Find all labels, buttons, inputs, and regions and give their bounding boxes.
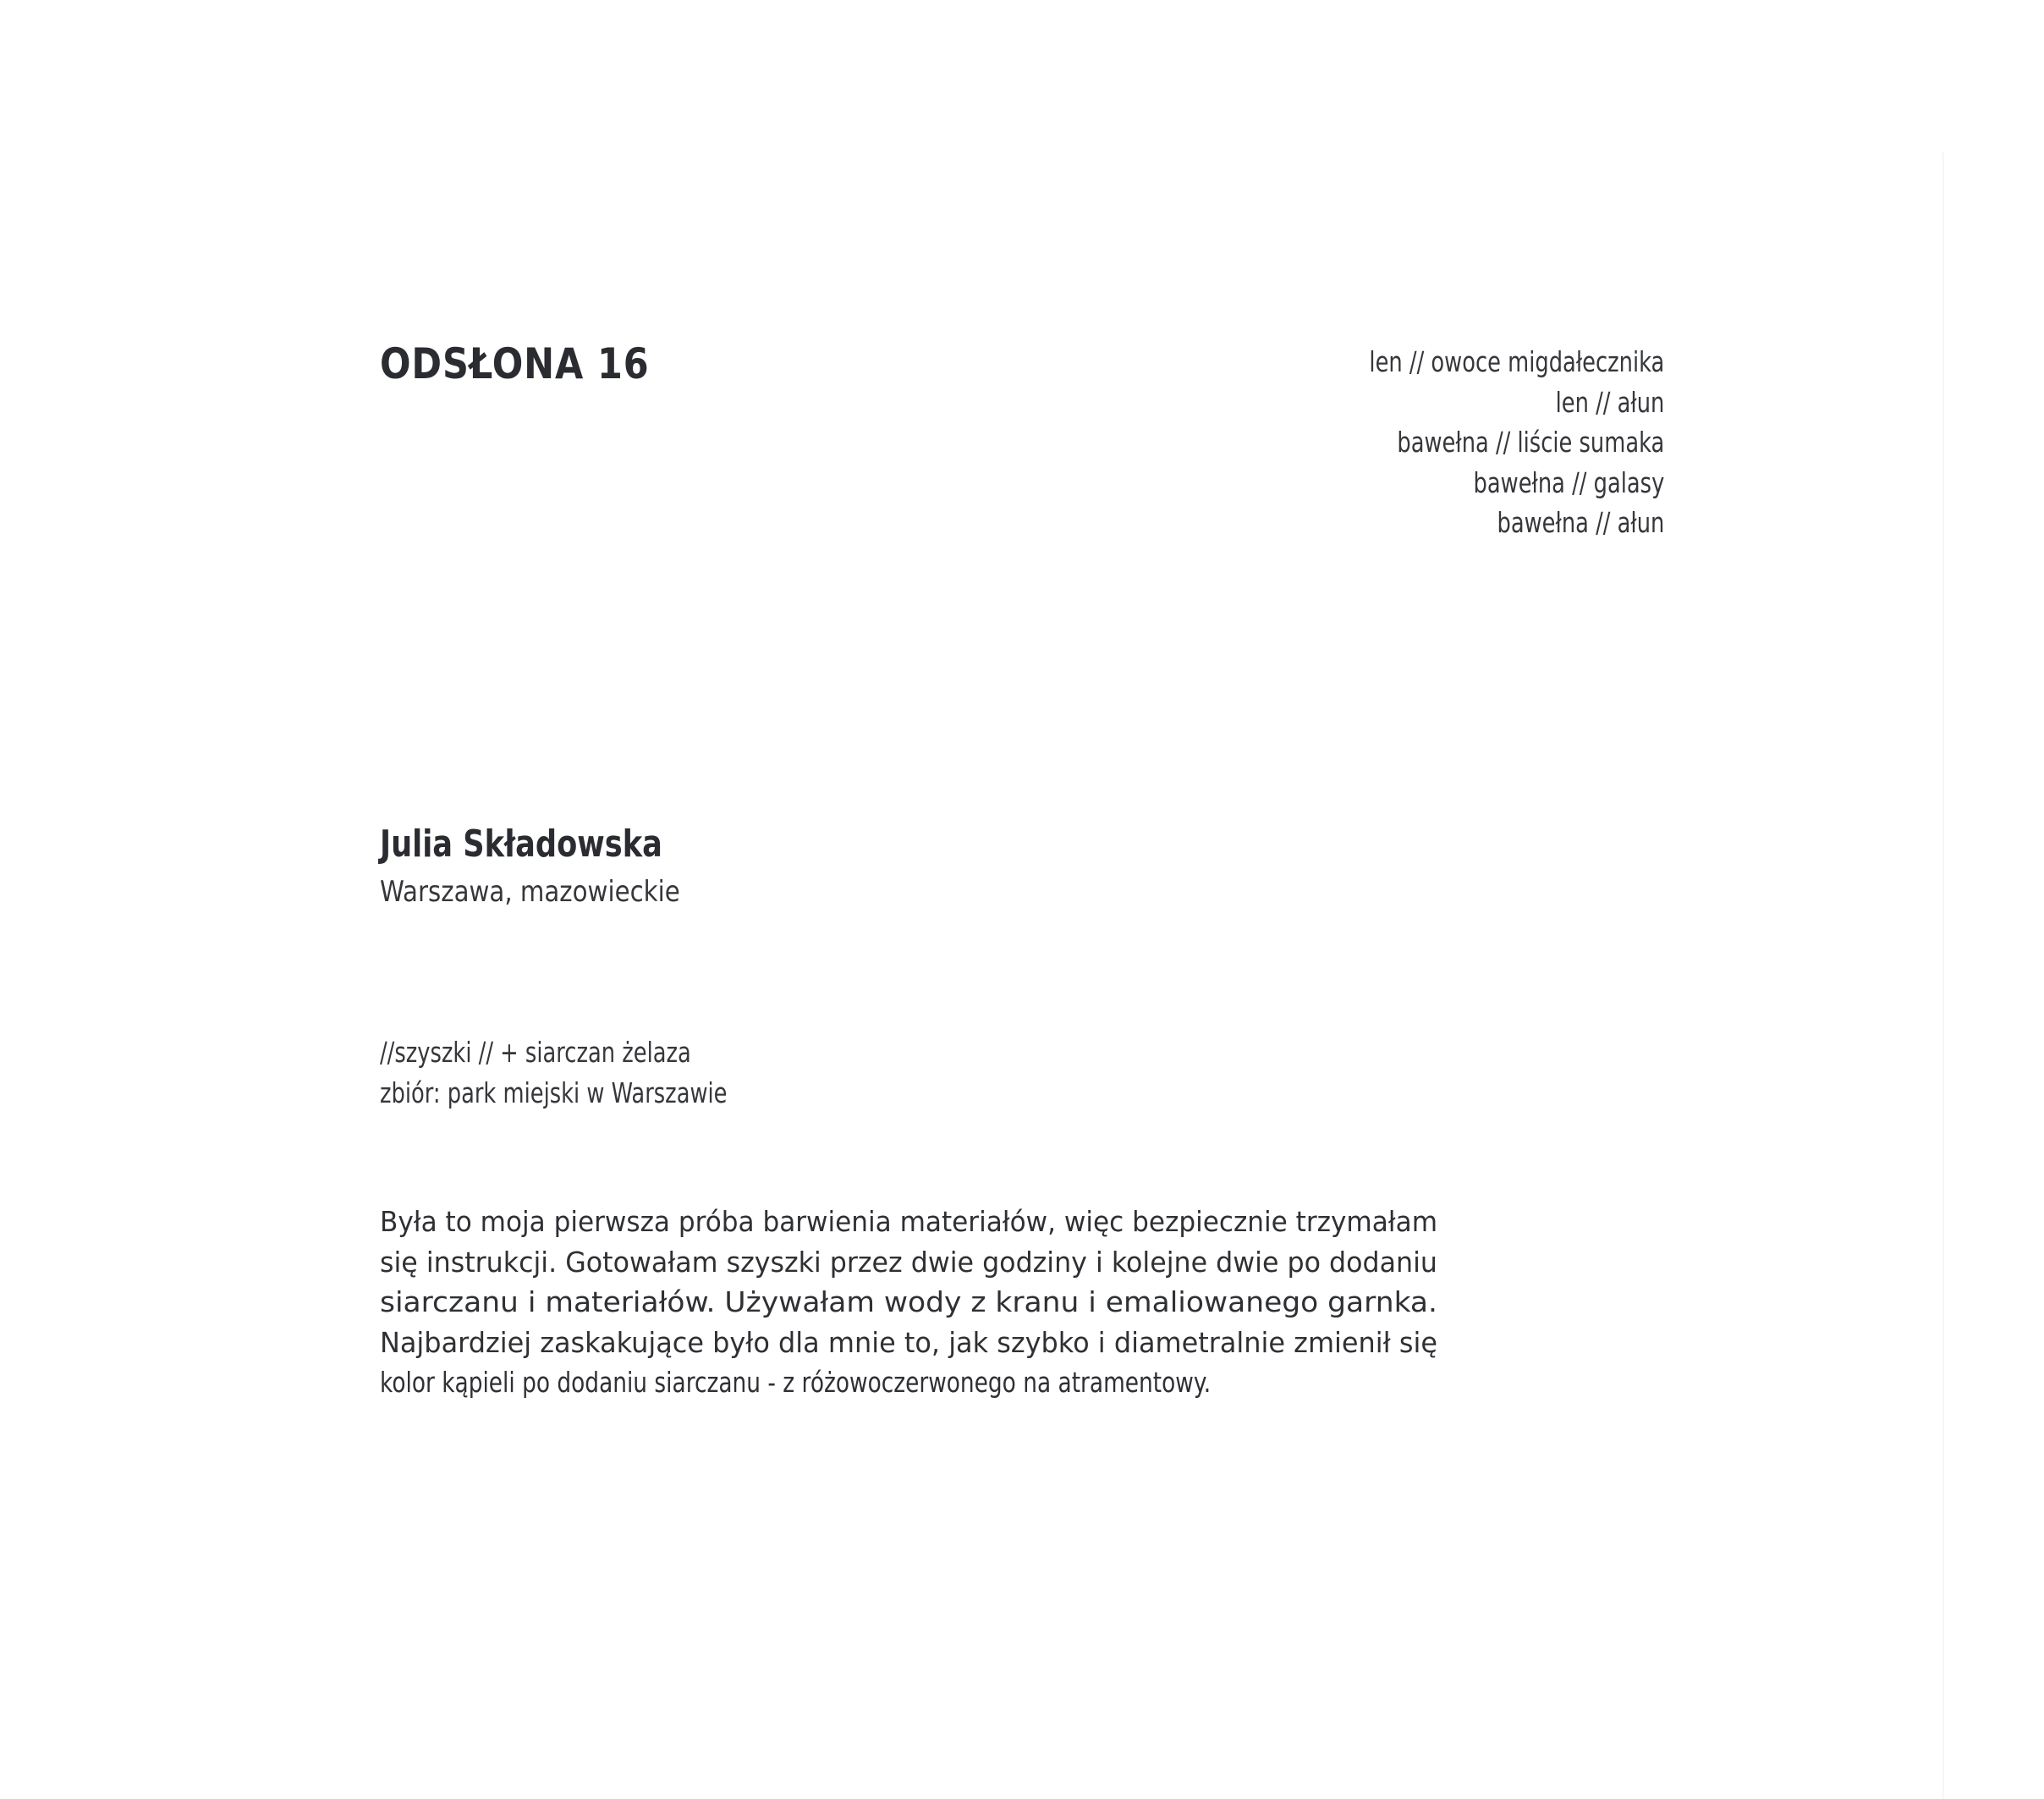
material-item: len // ałun (1555, 385, 1664, 419)
description-line: kolor kąpieli po dodaniu siarczanu - z różowoczerwonego na atramentowy. (380, 1366, 1212, 1399)
author-place: Warszawa, mazowieckie (380, 875, 680, 909)
dye-info (380, 1032, 825, 1113)
description-paragraph (380, 1202, 1437, 1403)
materials-list (1286, 342, 1664, 543)
material-item: bawełna // liście sumaka (1397, 426, 1664, 459)
description-line: się instrukcji. Gotowałam szyszki przez dwie godziny i kolejne dwie po dodaniu (380, 1245, 1437, 1279)
description-line: Była to moja pierwsza próba barwienia materiałów, więc bezpiecznie trzymałam (380, 1205, 1437, 1238)
page-edge-divider (1942, 152, 1944, 1799)
description-line: Najbardziej zaskakujące było dla mnie to, jak szybko i diametralnie zmienił się (380, 1325, 1437, 1359)
description-line: siarczanu i materiałów. Używałam wody z kranu i emaliowanego garnka. (380, 1285, 1437, 1318)
page-title: ODSŁONA 16 (380, 339, 650, 388)
author-name: Julia Składowska (380, 822, 662, 866)
material-item: bawełna // galasy (1473, 465, 1664, 499)
dye-source: zbiór: park miejski w Warszawie (380, 1076, 728, 1109)
dye-recipe: //szyszki // + siarczan żelaza (380, 1036, 691, 1069)
material-item: bawełna // ałun (1497, 506, 1664, 539)
material-item: len // owoce migdałecznika (1369, 345, 1664, 378)
